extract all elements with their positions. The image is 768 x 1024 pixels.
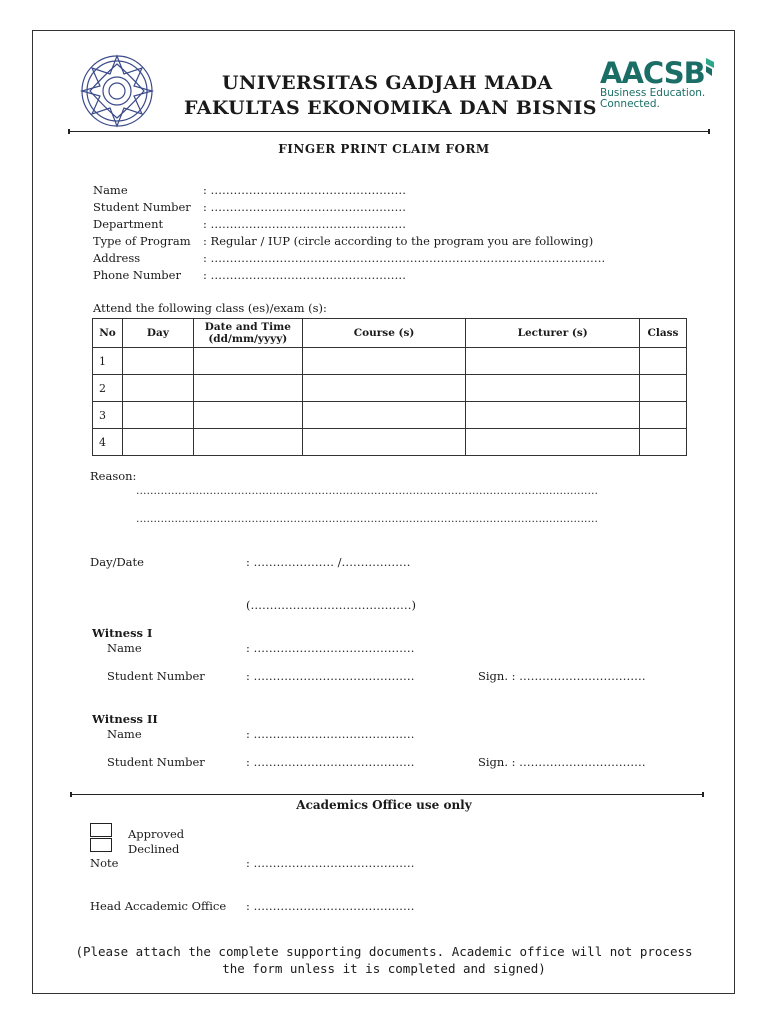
cell-course[interactable]: [302, 429, 466, 456]
aacsb-wordmark: AACSB: [600, 56, 705, 90]
table-row: [93, 375, 687, 402]
field-address-label: Address: [93, 251, 141, 265]
field-address-value[interactable]: : ………………………………………………………………………………………….: [203, 251, 606, 265]
cell-datetime[interactable]: [193, 429, 302, 456]
signature-paren[interactable]: (……………………………………): [246, 598, 416, 612]
reason-line-1[interactable]: ……………………………………………………………………………………………………………………: [136, 485, 598, 497]
witness2-sign[interactable]: Sign. : ……………………………: [478, 755, 646, 769]
cell-class[interactable]: [639, 375, 686, 402]
header-class: Class: [639, 319, 686, 348]
daydate-value[interactable]: : ………………… /………………: [246, 555, 411, 569]
field-name-value[interactable]: : ……………………………………………: [203, 183, 407, 197]
field-department-value[interactable]: : ……………………………………………: [203, 217, 407, 231]
table-header-row: [93, 319, 687, 348]
aacsb-tagline-1: Business Education.: [600, 87, 706, 99]
witness1-sign[interactable]: Sign. : ……………………………: [478, 669, 646, 683]
head-office-value[interactable]: : ……………………………………: [246, 899, 415, 913]
aacsb-mark-icon: [706, 58, 714, 76]
header-lecturer: Lecturer (s): [466, 319, 640, 348]
witness2-name-label: Name: [107, 727, 142, 741]
note-label: Note: [90, 856, 119, 870]
header-divider: [68, 131, 710, 132]
faculty-name: FAKULTAS EKONOMIKA DAN BISNIS: [184, 97, 597, 119]
field-name-label: Name: [93, 183, 128, 197]
university-name: UNIVERSITAS GADJAH MADA: [222, 72, 553, 94]
approved-label: Approved: [128, 827, 185, 841]
cell-datetime[interactable]: [193, 402, 302, 429]
witness1-title: Witness I: [92, 626, 153, 640]
cell-datetime[interactable]: [193, 375, 302, 402]
declined-checkbox[interactable]: [90, 838, 112, 852]
cell-class[interactable]: [639, 429, 686, 456]
attend-label: Attend the following class (es)/exam (s):: [93, 301, 327, 315]
header-datetime-1: Date and Time: [204, 321, 291, 333]
office-divider: [70, 794, 704, 795]
reason-label: Reason:: [90, 469, 137, 483]
header-no: No: [93, 319, 123, 348]
witness1-name-value[interactable]: : ……………………………………: [246, 641, 415, 655]
table-row: [93, 348, 687, 375]
footer-note-line-1: (Please attach the complete supporting documents. Academic office will not process: [75, 944, 693, 959]
header-course: Course (s): [302, 319, 466, 348]
field-phone-label: Phone Number: [93, 268, 181, 282]
aacsb-tagline-2: Connected.: [600, 98, 660, 110]
cell-class[interactable]: [639, 402, 686, 429]
field-student-number-value[interactable]: : ……………………………………………: [203, 200, 407, 214]
field-student-number-label: Student Number: [93, 200, 191, 214]
header-datetime: [193, 319, 302, 348]
header-datetime-2: (dd/mm/yyyy): [208, 333, 288, 345]
witness2-sn-label: Student Number: [107, 755, 205, 769]
table-row: [93, 402, 687, 429]
cell-day[interactable]: [122, 375, 193, 402]
row-number: 4: [93, 429, 123, 456]
witness2-sn-value[interactable]: : ……………………………………: [246, 755, 415, 769]
aacsb-logo: [600, 58, 705, 110]
declined-label: Declined: [128, 842, 180, 856]
field-program-label: Type of Program: [93, 234, 191, 248]
witness1-sn-label: Student Number: [107, 669, 205, 683]
cell-lecturer[interactable]: [466, 429, 640, 456]
row-number: 1: [93, 348, 123, 375]
cell-course[interactable]: [302, 402, 466, 429]
form-title: FINGER PRINT CLAIM FORM: [278, 142, 490, 156]
field-department-label: Department: [93, 217, 164, 231]
witness1-name-label: Name: [107, 641, 142, 655]
table-row: [93, 429, 687, 456]
reason-line-2[interactable]: ……………………………………………………………………………………………………………………: [136, 513, 598, 525]
footer-note-line-2: the form unless it is completed and signed): [222, 961, 546, 976]
field-program-value[interactable]: : Regular / IUP (circle according to the program you are following): [203, 234, 594, 248]
cell-lecturer[interactable]: [466, 402, 640, 429]
row-number: 2: [93, 375, 123, 402]
ugm-seal-icon: [78, 52, 156, 130]
witness1-sn-value[interactable]: : ……………………………………: [246, 669, 415, 683]
cell-class[interactable]: [639, 348, 686, 375]
cell-day[interactable]: [122, 429, 193, 456]
daydate-label: Day/Date: [90, 555, 144, 569]
cell-course[interactable]: [302, 375, 466, 402]
office-title: Academics Office use only: [296, 798, 472, 812]
cell-lecturer[interactable]: [466, 375, 640, 402]
note-value[interactable]: : ……………………………………: [246, 856, 415, 870]
witness2-title: Witness II: [92, 712, 158, 726]
witness2-name-value[interactable]: : ……………………………………: [246, 727, 415, 741]
cell-lecturer[interactable]: [466, 348, 640, 375]
cell-datetime[interactable]: [193, 348, 302, 375]
field-phone-value[interactable]: : ……………………………………………: [203, 268, 407, 282]
class-table: [92, 318, 687, 456]
cell-course[interactable]: [302, 348, 466, 375]
cell-day[interactable]: [122, 402, 193, 429]
cell-day[interactable]: [122, 348, 193, 375]
header-day: Day: [122, 319, 193, 348]
head-office-label: Head Accademic Office: [90, 899, 227, 913]
approved-checkbox[interactable]: [90, 823, 112, 837]
row-number: 3: [93, 402, 123, 429]
